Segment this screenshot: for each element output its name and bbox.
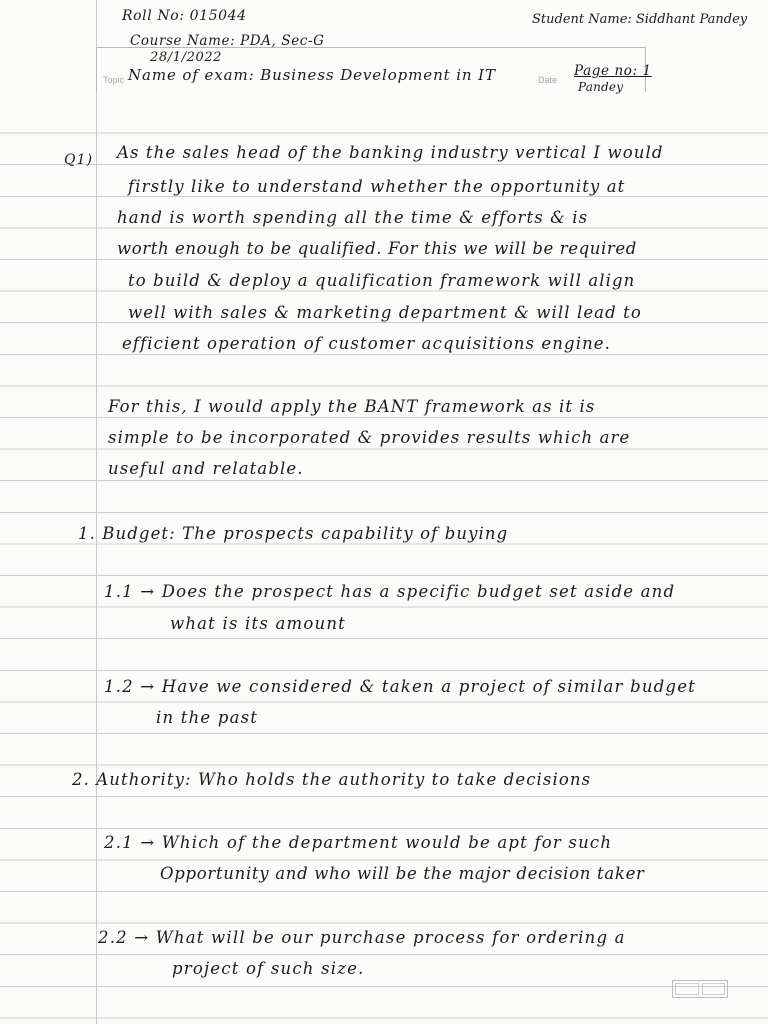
- date-label: Date: [538, 75, 558, 85]
- section-heading-authority: 2. Authority: Who holds the authority to take decisions: [72, 770, 592, 789]
- list-item: 1.2 → Have we considered & taken a project of similar budget: [104, 677, 696, 696]
- topic-label: Topic: [103, 75, 125, 85]
- exam-name: Name of exam: Business Development in IT: [128, 66, 496, 84]
- signature: Pandey: [578, 80, 624, 94]
- list-item: 2.2 → What will be our purchase process for ordering a: [98, 928, 626, 947]
- paragraph-line: hand is worth spending all the time & efforts & is: [117, 208, 589, 227]
- course-name: Course Name: PDA, Sec-G: [130, 33, 325, 49]
- paragraph-line: firstly like to understand whether the opportunity at: [128, 177, 626, 196]
- paragraph-line: to build & deploy a qualification framework will align: [128, 271, 636, 290]
- list-item: in the past: [156, 708, 259, 727]
- paragraph-line: worth enough to be qualified. For this we will be required: [117, 239, 637, 258]
- student-name: Student Name: Siddhant Pandey: [532, 12, 748, 27]
- roll-number: Roll No: 015044: [122, 8, 247, 24]
- list-item: 2.1 → Which of the department would be apt for such: [104, 833, 613, 852]
- list-item: Opportunity and who will be the major decision taker: [160, 864, 645, 883]
- paragraph-line: efficient operation of customer acquisitions engine.: [122, 334, 612, 353]
- paragraph-line: simple to be incorporated & provides results which are: [108, 428, 631, 447]
- paragraph-line: For this, I would apply the BANT framework as it is: [108, 397, 596, 416]
- paragraph-line: As the sales head of the banking industry vertical I would: [117, 143, 664, 162]
- page-stamp: [672, 980, 728, 998]
- list-item: what is its amount: [170, 614, 346, 633]
- paragraph-line: well with sales & marketing department & will lead to: [128, 303, 642, 322]
- list-item: project of such size.: [172, 959, 365, 978]
- question-marker: Q1): [64, 152, 94, 168]
- page-number: Page no: 1: [574, 63, 652, 79]
- list-item: 1.1 → Does the prospect has a specific budget set aside and: [104, 582, 676, 601]
- section-heading-budget: 1. Budget: The prospects capability of buying: [78, 524, 509, 543]
- exam-date: 28/1/2022: [150, 50, 223, 65]
- paragraph-line: useful and relatable.: [108, 459, 304, 478]
